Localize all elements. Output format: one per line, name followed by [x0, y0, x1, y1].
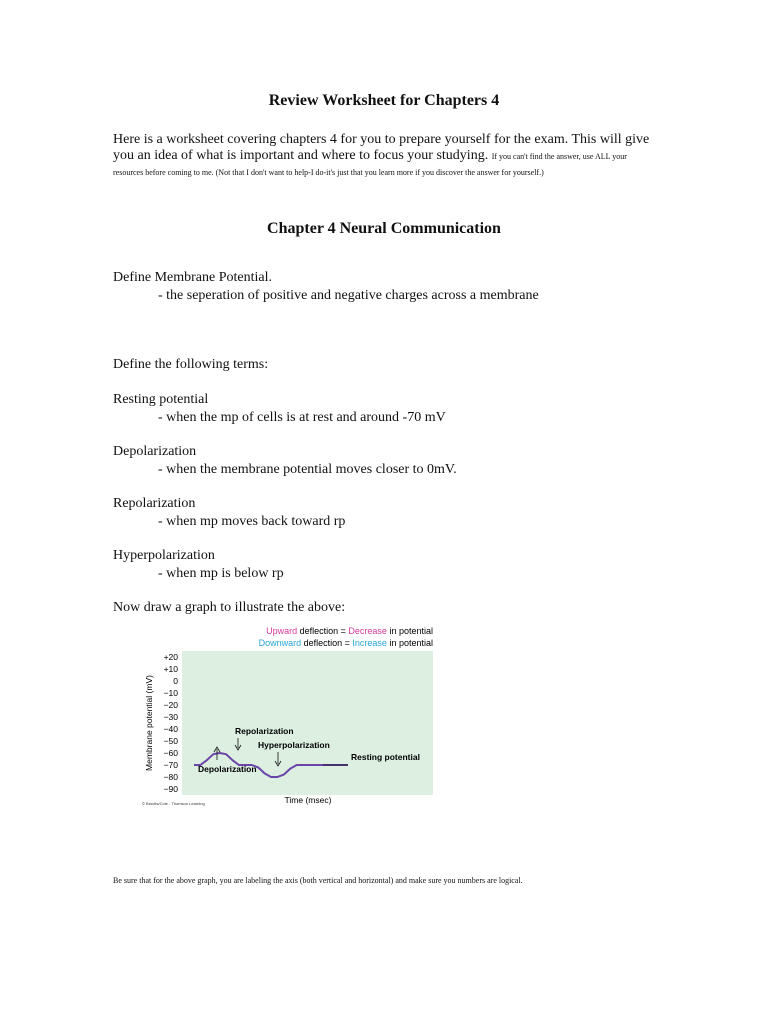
term-resting: Resting potential	[113, 392, 209, 407]
legend-decrease-word: Decrease	[348, 626, 387, 636]
legend-downward-word: Downward	[258, 638, 302, 648]
y-tick-label: +10	[163, 664, 178, 674]
definition-repolarization: - when mp moves back toward rp	[158, 514, 346, 529]
page-title: Review Worksheet for Chapters 4	[268, 92, 500, 109]
footnote: Be sure that for the above graph, you are labeling the axis (both vertical and horizontal) and make sure you numbers are logical.	[113, 876, 523, 885]
definition-depolarization: - when the membrane potential moves closer to 0mV.	[158, 462, 457, 477]
copyright-credit: © Brooks/Cole - Thomson Learning	[142, 801, 205, 806]
legend-line-downward	[259, 638, 433, 648]
legend-upward-mid: deflection =	[297, 626, 349, 636]
definition-resting: - when the mp of cells is at rest and around -70 mV	[158, 410, 446, 425]
annotation-depolarization: Depolarization	[198, 764, 257, 774]
chapter-heading: Chapter 4 Neural Communication	[267, 220, 501, 237]
intro-small-text: If you can't find the answer, use ALL your resources before coming to me. (Not that I don't want to help-I do-it's just that you learn more if you discover the answer for yourself.)	[113, 152, 627, 177]
legend-upward-end: in potential	[386, 626, 433, 636]
term-repolarization: Repolarization	[113, 496, 196, 511]
legend-line-upward	[266, 626, 433, 636]
y-tick-label: −20	[163, 700, 178, 710]
y-tick-label: 0	[173, 676, 178, 686]
y-tick-label: −30	[163, 712, 178, 722]
legend-increase-word: Increase	[352, 638, 387, 648]
annotation-repolarization: Repolarization	[235, 726, 294, 736]
x-axis-label: Time (msec)	[284, 795, 332, 805]
legend-downward-end: in potential	[386, 638, 433, 648]
y-axis-label: Membrane potential (mV)	[144, 675, 154, 771]
y-tick-label: −50	[163, 736, 178, 746]
annotation-hyperpolarization: Hyperpolarization	[258, 740, 330, 750]
terms-prompt: Define the following terms:	[113, 357, 269, 372]
intro-main-text: Here is a worksheet covering chapters 4 for you to prepare yourself for the exam. This will give you an idea of what is important and where to focus your studying.	[113, 132, 650, 163]
term-depolarization: Depolarization	[113, 444, 197, 459]
y-tick-label: −70	[163, 760, 178, 770]
y-tick-label: +20	[163, 652, 178, 662]
legend-downward-mid: deflection =	[301, 638, 353, 648]
term-hyperpolarization: Hyperpolarization	[113, 548, 215, 563]
y-tick-label: −80	[163, 772, 178, 782]
membrane-prompt: Define Membrane Potential.	[113, 270, 273, 285]
y-axis-ticks	[164, 652, 179, 794]
membrane-answer: - the seperation of positive and negative charges across a membrane	[158, 288, 539, 303]
membrane-potential-figure	[138, 622, 438, 812]
intro-paragraph	[113, 132, 658, 180]
legend-upward-word: Upward	[266, 626, 298, 636]
definition-hyperpolarization: - when mp is below rp	[158, 566, 284, 581]
y-tick-label: −40	[163, 724, 178, 734]
y-tick-label: −10	[163, 688, 178, 698]
y-tick-label: −90	[163, 784, 178, 794]
y-tick-label: −60	[163, 748, 178, 758]
graph-prompt: Now draw a graph to illustrate the above:	[113, 600, 346, 615]
annotation-resting-potential: Resting potential	[351, 752, 420, 762]
